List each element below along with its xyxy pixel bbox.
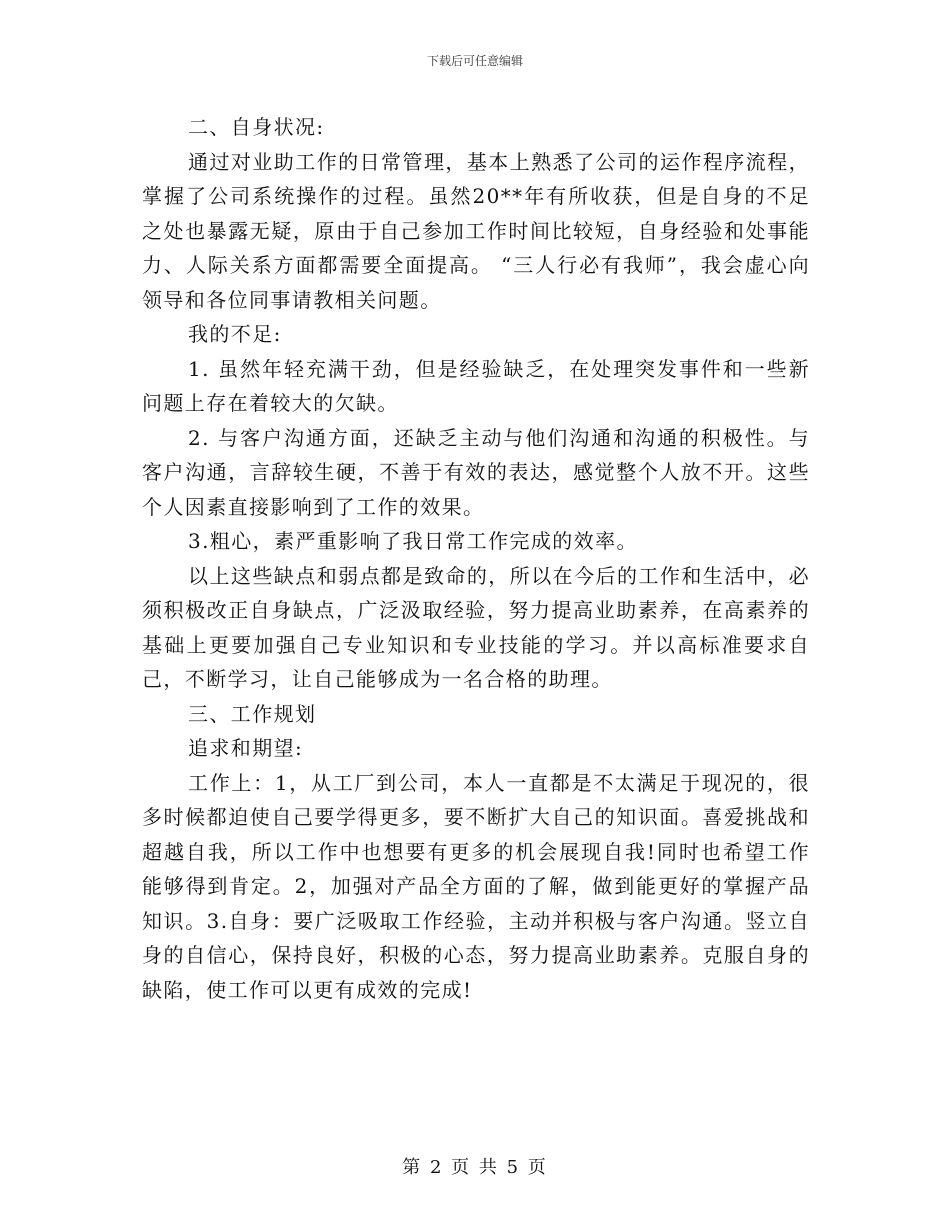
subheading-goals: 追求和期望: (188, 736, 304, 760)
shortcoming-item-2: 2. 与客户沟通方面，还缺乏主动与他们沟通和沟通的积极性。与客户沟通，言辞较生硬，不善于有效的表达，感觉整个人放不开。这些个人因素直接影响到了工作的效果。 (142, 425, 810, 519)
shortcoming-item-1: 1. 虽然年轻充满干劲，但是经验缺乏，在处理突发事件和一些新问题上存在着较大的欠缺。 (142, 356, 810, 415)
paragraph-self-status: 通过对业助工作的日常管理，基本上熟悉了公司的运作程序流程，掌握了公司系统操作的过程。虽然20**年有所收获，但是自身的不足之处也暴露无疑，原由于自己参加工作时间比较短，自身经验和处事能力、人际关系方面都需要全面提高。 “三人行必有我师”，我会虚心向领导和各位同事请教相关问题。 (142, 149, 810, 312)
page-header: 下载后可任意编辑 (426, 54, 523, 68)
document-body (142, 110, 810, 1007)
page-number: 第 2 页 共 5 页 (402, 1157, 548, 1178)
section-heading-work-plan: 三、工作规划 (188, 701, 317, 726)
subheading-shortcomings: 我的不足: (188, 322, 282, 346)
paragraph-work-goals: 工作上：1，从工厂到公司，本人一直都是不太满足于现况的，很多时候都迫使自己要学得更多，要不断扩大自己的知识面。喜爱挑战和超越自我，所以工作中也想要有更多的机会展现自我!同时也希望工作能够得到肯定。2，加强对产品全方面的了解，做到能更好的掌握产品知识。3.自身：要广泛吸取工作经验，主动并积极与客户沟通。竖立自身的自信心，保持良好，积极的心态，努力提高业助素养。克服自身的缺陷，使工作可以更有成效的完成! (142, 770, 810, 1002)
shortcoming-item-3: 3.粗心，素严重影响了我日常工作完成的效率。 (188, 529, 638, 553)
section-heading-self-status: 二、自身状况: (188, 115, 325, 139)
paragraph-improvement: 以上这些缺点和弱点都是致命的，所以在今后的工作和生活中，必须积极改正自身缺点，广泛汲取经验，努力提高业助素养，在高素养的基础上更要加强自己专业知识和专业技能的学习。并以高标准要求自己，不断学习，让自己能够成为一名合格的助理。 (142, 563, 810, 691)
